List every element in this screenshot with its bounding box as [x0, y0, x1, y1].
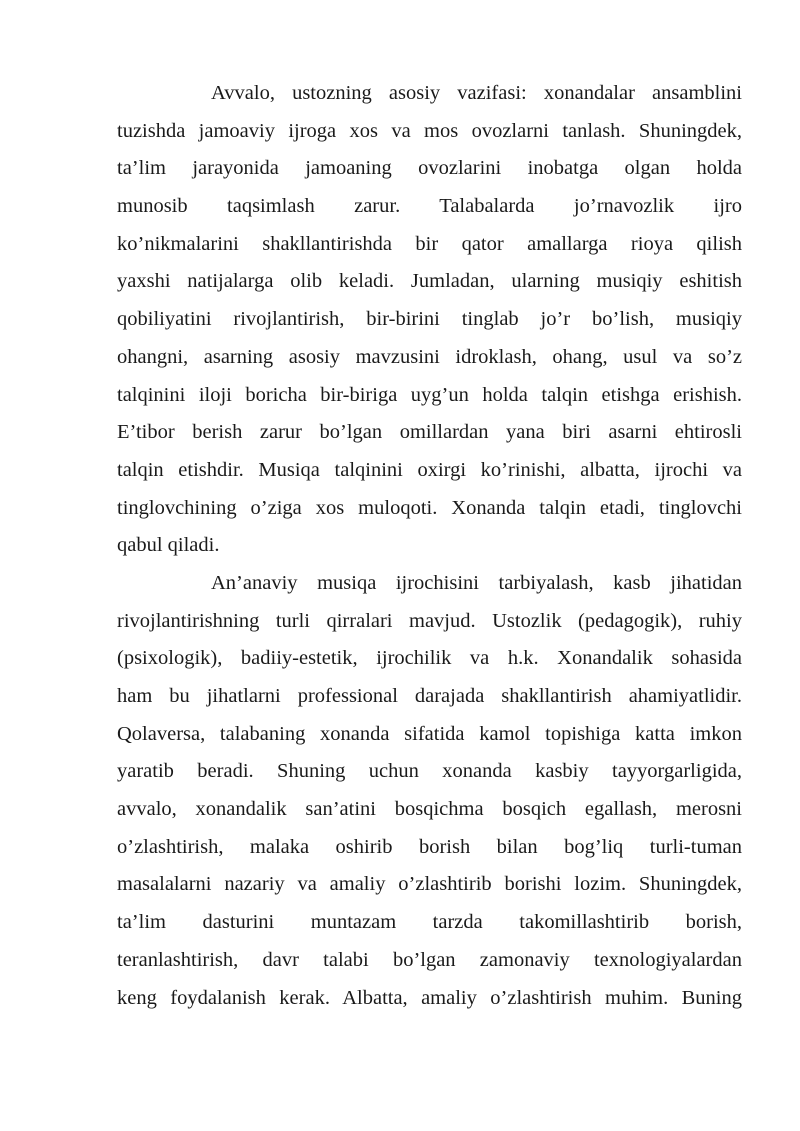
text-line: An’anaviy musiqa ijrochisini tarbiyalash, kasb jihatidan	[211, 571, 742, 594]
text-line: o’zlashtirish, malaka oshirib borish bilan bog’liq turli-tuman	[117, 835, 742, 858]
text-line: qabul qiladi.	[117, 534, 220, 557]
text-line: ohangni, asarning asosiy mavzusini idroklash, ohang, usul va so’z	[117, 345, 742, 368]
text-line: munosib taqsimlash zarur. Talabalarda jo’rnavozlik ijro	[117, 195, 742, 218]
text-line: keng foydalanish kerak. Albatta, amaliy o’zlashtirish muhim. Buning	[117, 986, 742, 1009]
paragraph-1	[117, 75, 742, 565]
text-line: Qolaversa, talabaning xonanda sifatida kamol topishiga katta imkon	[117, 722, 742, 745]
text-line: ko’nikmalarini shakllantirishda bir qator amallarga rioya qilish	[117, 232, 742, 255]
text-line: yaxshi natijalarga olib keladi. Jumladan, ularning musiqiy eshitish	[117, 270, 742, 293]
text-line: ta’lim dasturini muntazam tarzda takomillashtirib borish,	[117, 911, 742, 934]
text-line: talqin etishdir. Musiqa talqinini oxirgi ko’rinishi, albatta, ijrochi va	[117, 458, 742, 481]
text-line: tuzishda jamoaviy ijroga xos va mos ovozlarni tanlash. Shuningdek,	[117, 119, 742, 142]
text-line: (psixologik), badiiy-estetik, ijrochilik va h.k. Xonandalik sohasida	[117, 647, 742, 670]
text-line: yaratib beradi. Shuning uchun xonanda kasbiy tayyorgarligida,	[117, 760, 742, 783]
text-line: masalalarni nazariy va amaliy o’zlashtirib borishi lozim. Shuningdek,	[117, 873, 742, 896]
text-line: ta’lim jarayonida jamoaning ovozlarini inobatga olgan holda	[117, 157, 742, 180]
text-line: talqinini iloji boricha bir-biriga uyg’un holda talqin etishga erishish.	[117, 383, 742, 406]
document-page	[117, 75, 742, 1017]
text-line: Avvalo, ustozning asosiy vazifasi: xonandalar ansamblini	[211, 82, 742, 104]
text-line: ham bu jihatlarni professional darajada shakllantirish ahamiyatlidir.	[117, 685, 742, 707]
text-line: teranlashtirish, davr talabi bo’lgan zamonaviy texnologiyalardan	[117, 948, 742, 971]
text-line: rivojlantirishning turli qirralari mavjud. Ustozlik (pedagogik), ruhiy	[117, 609, 742, 632]
text-line: E’tibor berish zarur bo’lgan omillardan yana biri asarni ehtirosli	[117, 421, 742, 444]
text-line: avvalo, xonandalik san’atini bosqichma bosqich egallash, merosni	[117, 798, 742, 821]
paragraph-2	[117, 565, 742, 1017]
text-line: qobiliyatini rivojlantirish, bir-birini tinglab jo’r bo’lish, musiqiy	[117, 308, 742, 331]
text-line: tinglovchining o’ziga xos muloqoti. Xonanda talqin etadi, tinglovchi	[117, 496, 742, 519]
